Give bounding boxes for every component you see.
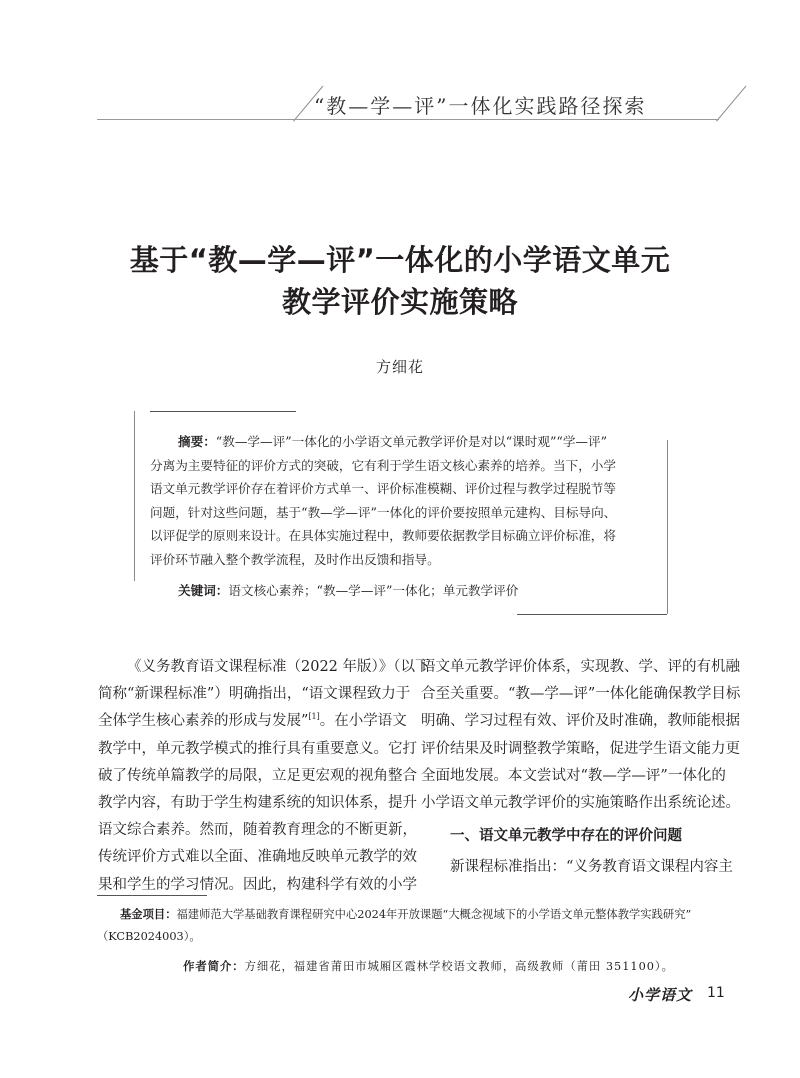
body-line: 简称“新课程标准”）明确指出，“语文课程致力于	[98, 686, 411, 703]
abstract-line: 评价环节融入整个教学流程，及时作出反馈和指导。	[150, 551, 440, 567]
body-right-column	[421, 654, 741, 817]
body-line: 新课程标准指出：“义务教育语文课程内容主	[450, 859, 733, 875]
abstract-line: 语文单元教学评价存在着评价方式单一、评价标准模糊、评价过程与教学过程脱节等	[150, 481, 616, 496]
body-line: 全体学生核心素养的形成与发展”[1]。在小学语文	[98, 712, 407, 730]
author-bio-label: 作者简介：	[183, 960, 245, 973]
body-line: 语文单元教学评价体系，实现教、学、评的有机融	[421, 659, 740, 675]
body-line: 《义务教育语文课程标准（2022 年版）》（以下	[127, 659, 430, 675]
keywords-text: 语文核心素养；“教—学—评”一体化；单元教学评价	[228, 583, 519, 598]
keywords	[178, 580, 518, 599]
body-left-column	[98, 654, 430, 899]
abstract-rule-bottom	[517, 614, 667, 615]
body-line: 教学中，单元教学模式的推行具有重要意义。它打	[98, 740, 417, 757]
body-line: 合至关重要。“教—学—评”一体化能确保教学目标	[421, 686, 741, 703]
section-heading: 一、语文单元教学中存在的评价问题	[450, 828, 682, 844]
footnote-line: 作者简介：方细花，福建省莆田市城厢区霞林学校语文教师，高级教师（莆田 351100）。	[183, 960, 674, 973]
keywords-label: 关键词：	[178, 583, 229, 598]
article-title-line2: 教学评价实施策略	[281, 285, 518, 319]
abstract-line: 问题，针对这些问题，基于“教—学—评”一体化的评价要按照单元建构、目标导向、	[150, 504, 617, 520]
journal-name: 小学语文	[628, 986, 693, 1004]
header-slash-right	[716, 86, 746, 122]
citation-ref: [1]	[308, 712, 320, 722]
footnote-fund	[97, 904, 737, 947]
abstract-bracket-left	[134, 411, 135, 581]
body-line: 小学语文单元教学评价的实施策略作出系统论述。	[421, 795, 740, 812]
page-number: 11	[707, 985, 725, 1001]
abstract-rule-top	[150, 411, 296, 412]
article-author: 方细花	[375, 358, 424, 376]
abstract-line: 摘要：“教—学—评”一体化的小学语文单元教学评价是对以“课时观”“学—评”	[178, 434, 608, 449]
body-line: 传统评价方式难以全面、准确地反映单元教学的效	[98, 849, 417, 866]
section-header-title: “教—学—评”一体化实践路径探索	[314, 94, 647, 118]
section-body	[421, 854, 733, 881]
article-title-line1: 基于“教—学—评”一体化的小学语文单元	[129, 243, 671, 277]
body-line: 评价结果及时调整教学策略，促进学生语文能力更	[421, 740, 740, 757]
footnote-author	[97, 956, 737, 978]
abstract-label: 摘要：	[178, 434, 216, 449]
header-rule	[97, 119, 719, 120]
body-line: 教学内容，有助于学生构建系统的知识体系，提升	[98, 795, 417, 812]
abstract-bracket-right	[667, 440, 668, 614]
fund-label: 基金项目：	[120, 908, 177, 921]
footnote-rule	[97, 895, 207, 896]
footnote-line: 基金项目：福建师范大学基础教育课程研究中心2024年开放课题“大概念视域下的小学语文单元整体教学实践研究”	[120, 908, 692, 921]
body-line: 全面地发展。本文尝试对“教—学—评”一体化的	[421, 767, 726, 784]
abstract-line: 以评促学的原则来设计。在具体实施过程中，教师要依据教学目标确立评价标准，将	[150, 528, 616, 543]
body-line: 破了传统单篇教学的局限，立足更宏观的视角整合	[98, 767, 417, 784]
abstract-line: 分离为主要特征的评价方式的突破，它有利于学生语文核心素养的培养。当下，小学	[150, 457, 616, 473]
body-line: 果和学生的学习情况。因此，构建科学有效的小学	[98, 876, 417, 893]
body-line: 语文综合素养。然而，随着教育理念的不断更新，	[98, 822, 417, 839]
abstract-block	[150, 430, 670, 571]
body-line: 明确、学习过程有效、评价及时准确，教师能根据	[421, 713, 740, 730]
footnote-line: （KCB2024003）。	[97, 929, 201, 943]
